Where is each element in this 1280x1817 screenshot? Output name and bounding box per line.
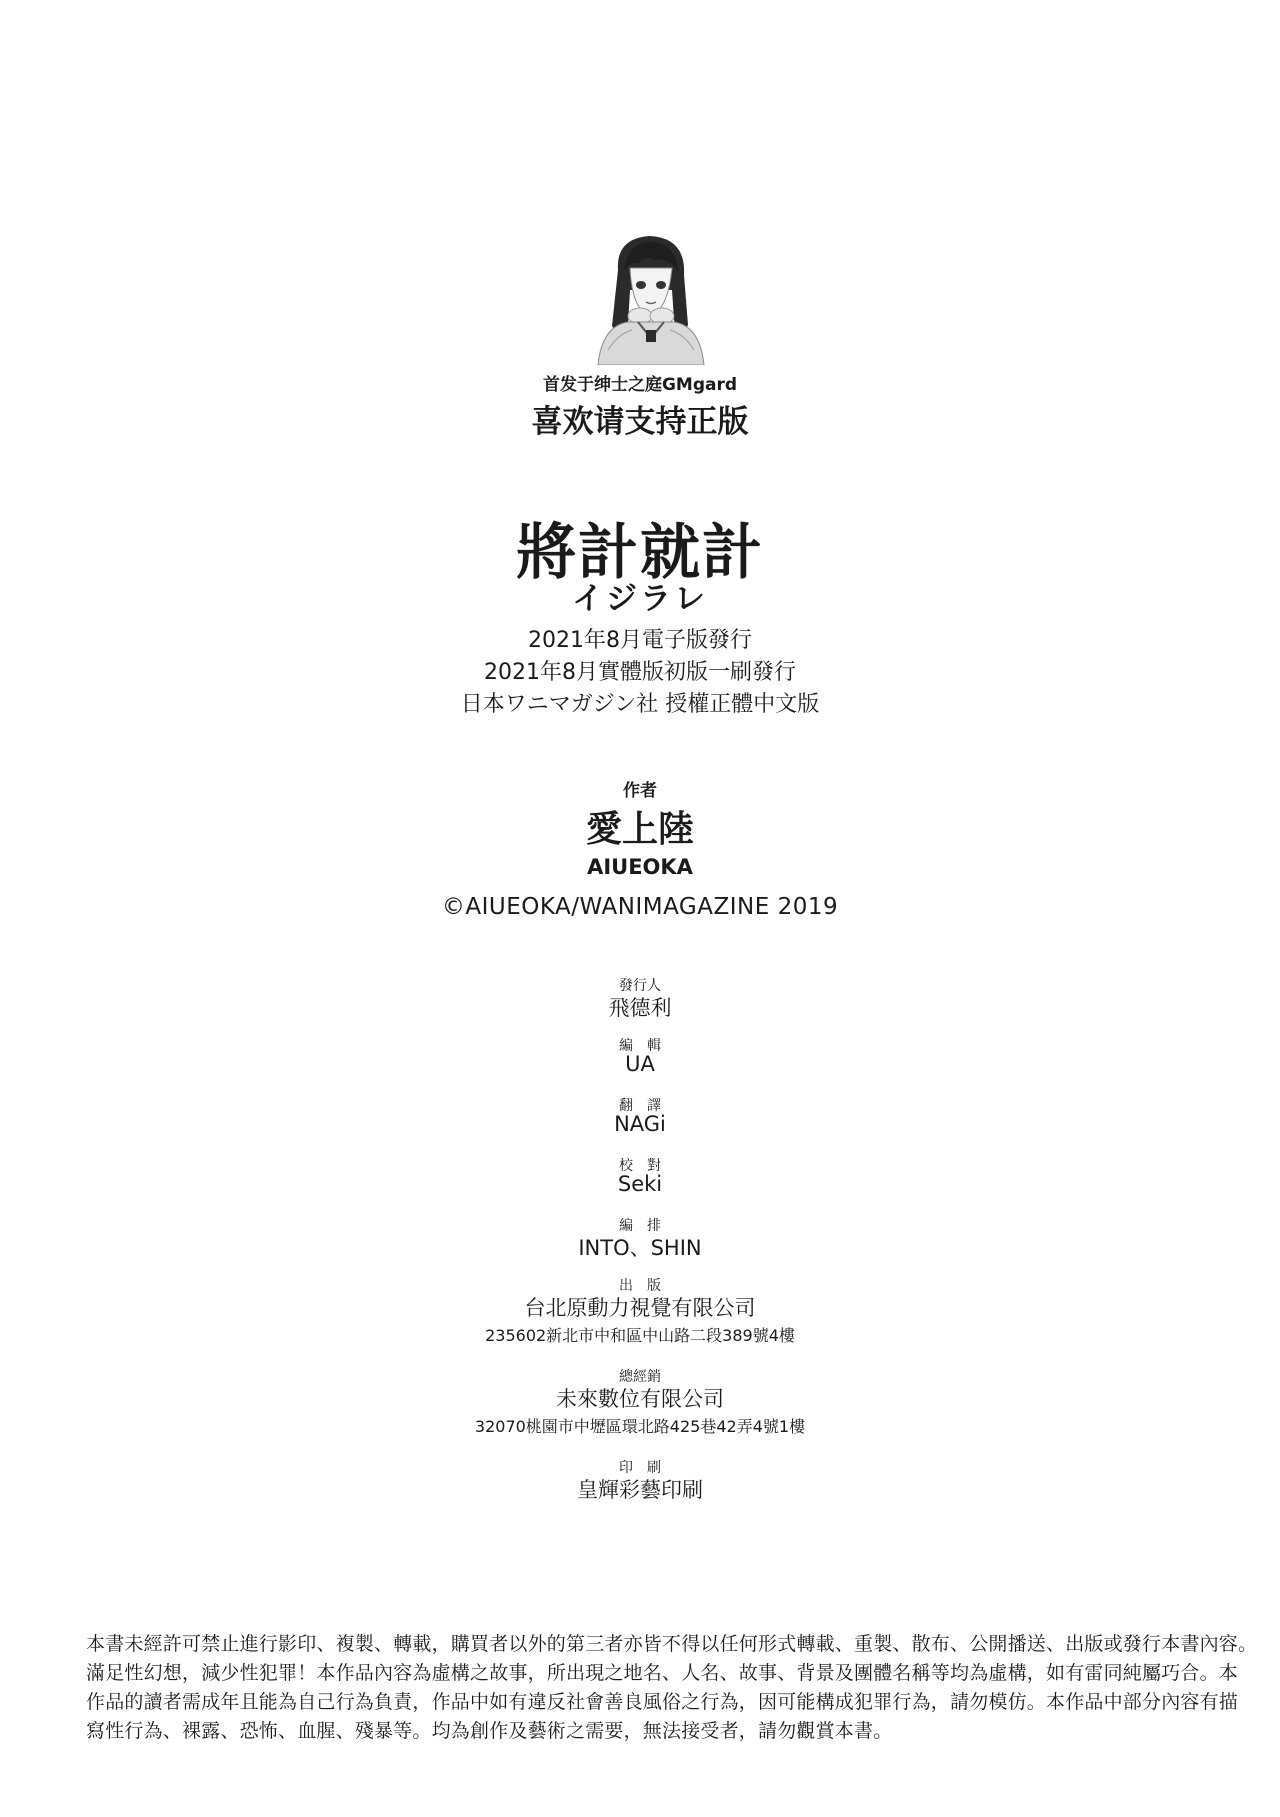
credit-label-issuer: 發行人 [619, 978, 661, 994]
credit-label-distributor: 總經銷 [619, 1369, 661, 1385]
legal-line: 寫性行為、裸露、恐怖、血腥、殘暴等。均為創作及藝術之需要，無法接受者，請勿觀賞本書。 [86, 1720, 893, 1742]
credit-label-printer: 印 刷 [619, 1460, 661, 1476]
copyright-line: ©AIUEOKA/WANIMAGAZINE 2019 [441, 894, 839, 920]
edition-line-2: 2021年8月實體版初版一刷發行 [484, 660, 796, 685]
credit-label-editor: 編 輯 [619, 1038, 661, 1054]
edition-line-1: 2021年8月電子版發行 [528, 628, 752, 653]
book-subtitle: イジラレ [572, 581, 708, 617]
credit-issuer: 飛德利 [608, 996, 672, 1020]
credit-label-layout: 編 排 [619, 1218, 661, 1234]
credit-publisher: 台北原動力視覺有限公司 [524, 1296, 756, 1320]
credit-proofreader: Seki [617, 1172, 663, 1196]
legal-notice [86, 1630, 1258, 1746]
credit-label-proofreader: 校 對 [619, 1158, 661, 1174]
credit-distributor: 未來數位有限公司 [556, 1387, 724, 1411]
edition-line-3: 日本ワニマガジン社 授權正體中文版 [460, 692, 820, 717]
credit-editor: UA [625, 1052, 655, 1076]
credit-layout: INTO、SHIN [578, 1236, 702, 1260]
author-romanized: AIUEOKA [587, 855, 693, 879]
legal-line: 作品的讀者需成年且能為自己行為負責，作品中如有違反社會善良風俗之行為，因可能構成犯罪行為，請勿模仿。本作品中部分內容有描 [86, 1691, 1239, 1713]
legal-line: 本書未經許可禁止進行影印、複製、轉載，購買者以外的第三者亦皆不得以任何形式轉載、重製、散布、公開播送、出版或發行本書內容。 [86, 1633, 1258, 1655]
legal-line: 滿足性幻想，減少性犯罪！本作品內容為虛構之故事，所出現之地名、人名、故事、背景及團體名稱等均為虛構，如有雷同純屬巧合。本 [86, 1662, 1239, 1684]
book-title: 將計就計 [516, 518, 764, 588]
source-line: 首发于绅士之庭GMgard [542, 375, 738, 395]
credit-printer: 皇輝彩藝印刷 [577, 1478, 703, 1502]
author-label: 作者 [623, 781, 657, 801]
credit-label-publisher: 出 版 [619, 1278, 661, 1294]
credit-label-translator: 翻 譯 [619, 1098, 661, 1114]
credit-publisher-address: 235602新北市中和區中山路二段389號4樓 [485, 1326, 795, 1345]
girl-portrait-icon [588, 230, 713, 365]
credit-translator: NAGi [614, 1112, 666, 1136]
author-name: 愛上陸 [585, 809, 694, 850]
support-line: 喜欢请支持正版 [531, 404, 749, 440]
character-illustration [588, 230, 713, 365]
credit-distributor-address: 32070桃園市中壢區環北路425巷42弄4號1樓 [474, 1417, 806, 1436]
